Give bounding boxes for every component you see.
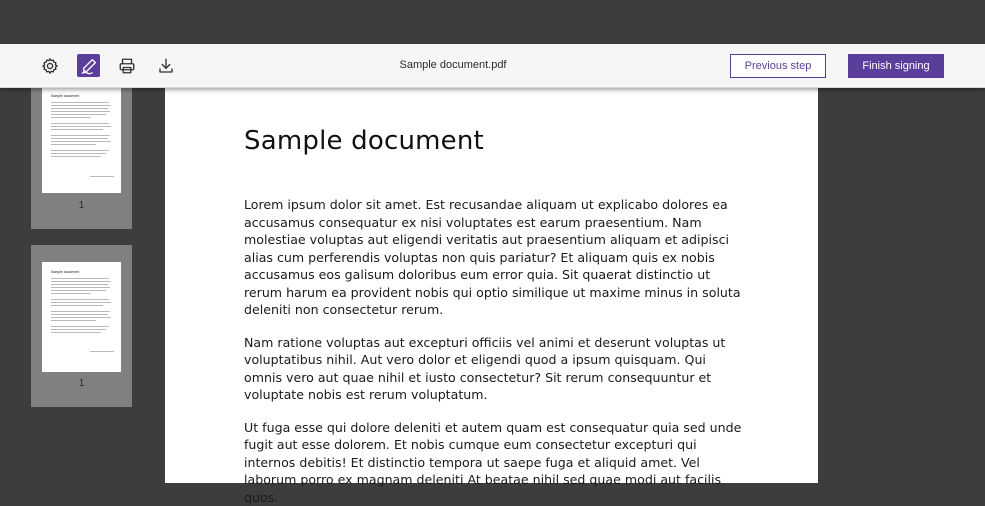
download-icon[interactable] <box>154 54 178 78</box>
thumbnail-page-number: 1 <box>31 378 132 389</box>
gear-icon[interactable] <box>38 54 62 78</box>
printer-icon[interactable] <box>115 54 139 78</box>
document-paragraph: Nam ratione voluptas aut excepturi officiis vel animi et deserunt voluptas ut voluptatibus nihil. Aut vero dolor et eligendi quod a ipsum quisquam. Qui omnis vero aut quae nihil et iusto consectetur? Sit rerum consequuntur et voluptate nobis est rerum voluptatum. <box>244 334 744 404</box>
toolbar <box>0 44 985 88</box>
document-paragraph: Lorem ipsum dolor sit amet. Est recusandae aliquam ut explicabo dolores ea accusamus consequatur ex nisi voluptates est earum praesentium. Nam molestiae voluptas aut eligendi veritatis aut praesentium aliquam et adipisci alias cum perferendis voluptas non quis pariatur? Et aliquam quis ex nobis accusamus eos galisum doloribus eum error quia. Sit quaerat distinctio ut rerum harum ea provident nobis qui optio similique ut maxime minus in soluta deleniti non consectetur rerum. <box>244 196 744 319</box>
document-title: Sample document.pdf <box>353 59 553 71</box>
previous-step-button[interactable]: Previous step <box>730 54 826 78</box>
document-page <box>165 88 818 483</box>
page-thumbnail[interactable] <box>31 245 132 407</box>
thumbnail-title: Sample document <box>51 94 79 98</box>
thumbnail-title: Sample document <box>51 270 79 274</box>
signature-icon[interactable] <box>77 54 100 77</box>
thumbnail-page-preview <box>42 262 121 372</box>
document-content <box>244 126 744 506</box>
thumbnail-page-number: 1 <box>31 200 132 211</box>
thumbnail-page-preview <box>42 88 121 193</box>
finish-signing-button[interactable]: Finish signing <box>848 54 944 78</box>
window-top-bar <box>0 0 985 44</box>
document-paragraph: Ut fuga esse qui dolore deleniti et autem quam est consequatur quia sed unde fugit aut esse dolorem. Et nobis cumque eum consectetur excepturi qui internos debitis! Et distinctio tempora ut saepe fuga et aliquid amet. Vel laborum porro ex magnam deleniti At beatae nihil sed quae modi aut facilis quos. <box>244 419 744 506</box>
page-thumbnail[interactable] <box>31 84 132 229</box>
document-heading: Sample document <box>244 126 744 156</box>
